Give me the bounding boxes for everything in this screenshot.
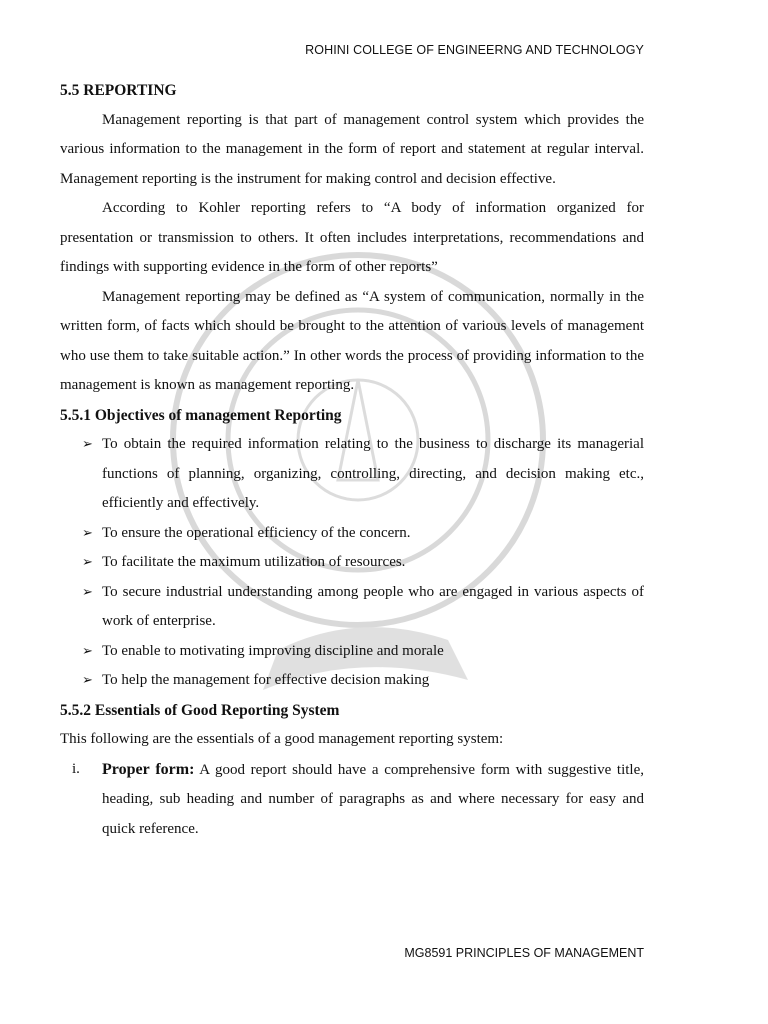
arrow-bullet-icon: ➢: [82, 673, 93, 688]
list-item: ➢ To facilitate the maximum utilization of resources.: [60, 548, 644, 578]
list-item: ➢ To help the management for effective decision making: [60, 666, 644, 696]
page-header: ROHINI COLLEGE OF ENGINEERNG AND TECHNOLOGY: [305, 43, 644, 57]
arrow-bullet-icon: ➢: [82, 437, 93, 452]
list-item: [60, 755, 644, 845]
list-item: ➢ To obtain the required information relating to the business to discharge its managerial functions of planning, organizing, controlling, directing, and decision making etc., efficiently and effectively.: [60, 430, 644, 519]
arrow-bullet-icon: ➢: [82, 555, 93, 570]
essentials-intro: This following are the essentials of a good management reporting system:: [60, 731, 504, 747]
subsection-title-objectives: 5.5.1 Objectives of management Reporting: [60, 406, 342, 424]
paragraph: According to Kohler reporting refers to “A body of information organized for presentation or transmission to others. It often includes interpretations, recommendations and findings with supporting evidence in the form of other reports”: [60, 200, 644, 275]
list-item: ➢ To enable to motivating improving discipline and morale: [60, 637, 644, 667]
list-item: ➢ To ensure the operational efficiency of the concern.: [60, 519, 644, 549]
subsection-title-essentials: 5.5.2 Essentials of Good Reporting System: [60, 701, 340, 719]
essentials-list: [60, 755, 644, 845]
arrow-bullet-icon: ➢: [82, 643, 93, 659]
paragraph: Management reporting is that part of management control system which provides the various information to the management in the form of report and statement at regular interval. Management reporting is the instrument for making control and decision effective.: [60, 111, 644, 187]
document-content: [60, 76, 644, 844]
page-footer: MG8591 PRINCIPLES OF MANAGEMENT: [404, 946, 644, 960]
list-item: ➢ To secure industrial understanding among people who are engaged in various aspects of work of enterprise.: [60, 578, 644, 637]
arrow-bullet-icon: ➢: [82, 525, 93, 541]
list-number: i.: [72, 760, 80, 777]
term-description: A good report should have a comprehensive form with suggestive title, heading, sub heading and number of paragraphs as and where necessary for easy and quick reference.: [102, 761, 645, 837]
section-title: 5.5 REPORTING: [60, 82, 177, 99]
arrow-bullet-icon: ➢: [82, 584, 93, 600]
objectives-list: [60, 430, 644, 696]
paragraph: Management reporting may be defined as “A system of communication, normally in the written form, of facts which should be brought to the attention of various levels of management who use them to take suitable action.” In other words the process of providing information to the management is known as management reporting.: [60, 288, 644, 393]
term-label: Proper form:: [102, 760, 195, 778]
